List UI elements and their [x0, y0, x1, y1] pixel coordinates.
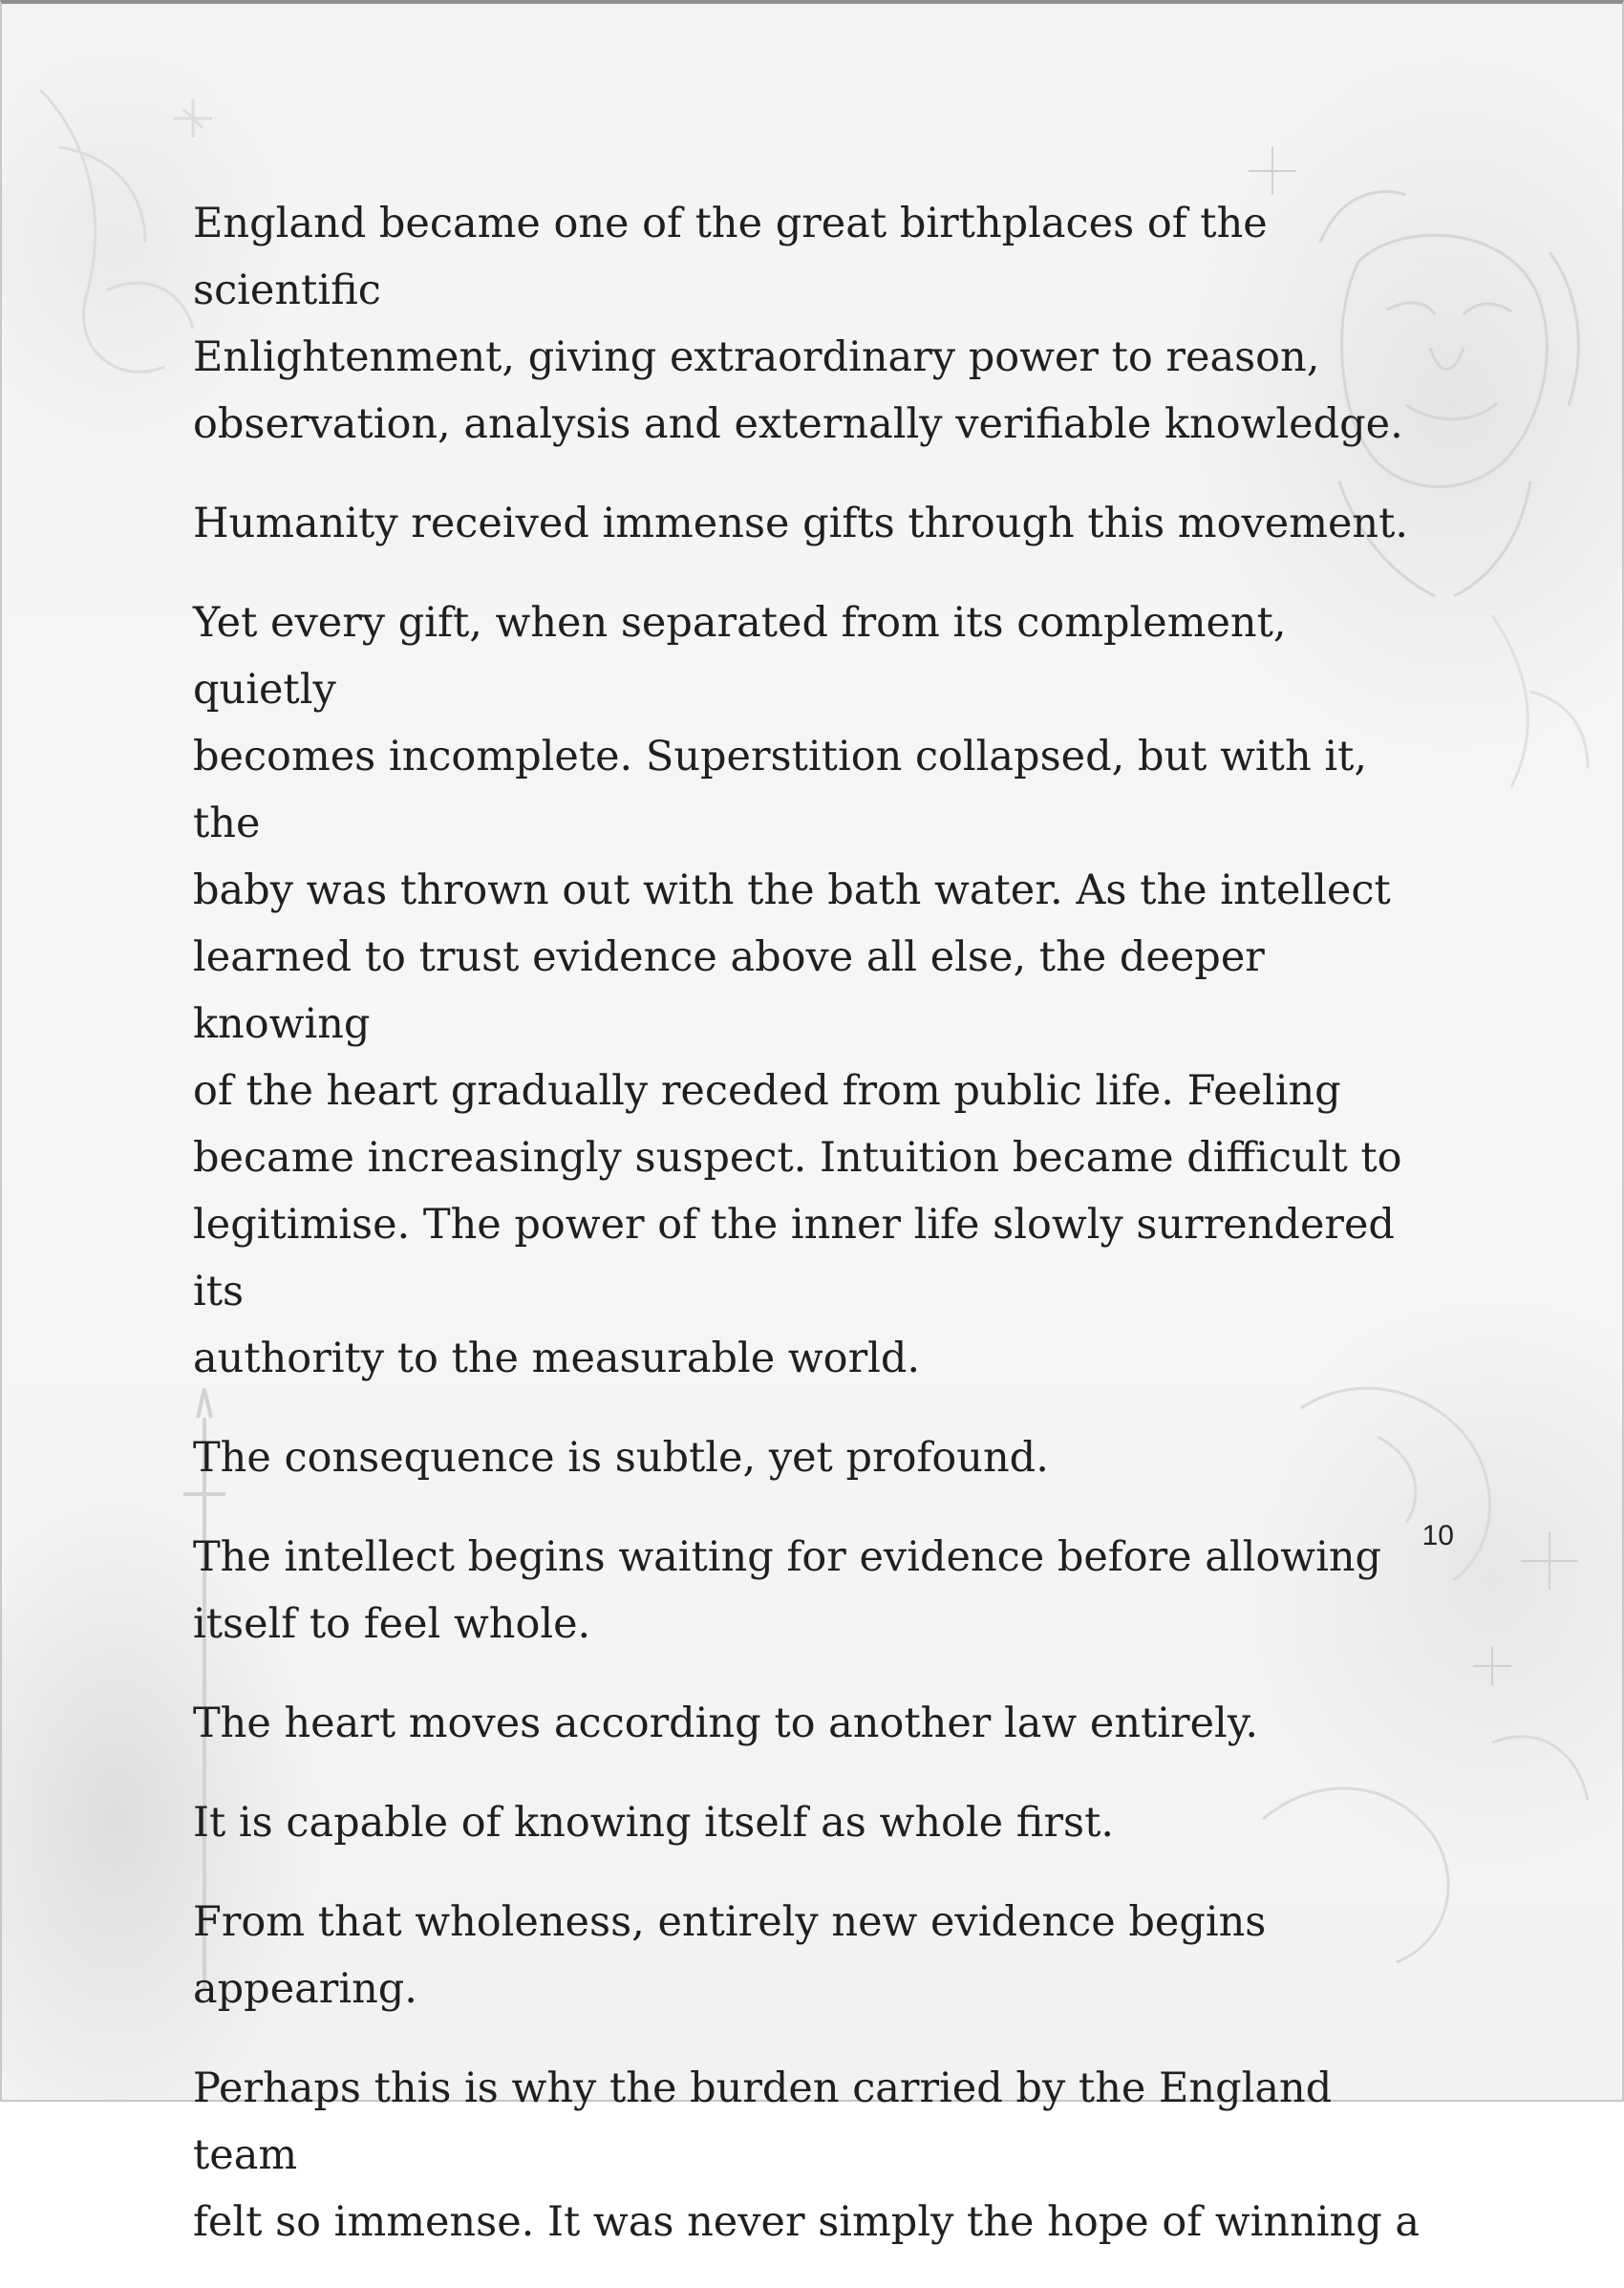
- floral-swirl-top-left-icon: [40, 90, 212, 372]
- paragraph: It is capable of knowing itself as whole first.: [193, 1799, 1115, 1847]
- page-number: 10: [1421, 1520, 1454, 1551]
- paragraph: Humanity received immense gifts through this movement.: [193, 500, 1409, 547]
- floral-swirl-right-icon: [1492, 615, 1588, 787]
- paragraph: Yet every gift, when separated from its complement, quietly becomes incomplete. Superstition collapsed, but with it, the baby was thrown out with the bath water. As the intellect learned to trust evidence above all else, the deeper knowing of the heart gradually receded from public life. Feeling became increasingly suspect. Intuition became difficult to legitimise. The power of the inner life slowly surrendered its authority to the measurable world.: [193, 599, 1402, 1382]
- paragraph: The heart moves according to another law entirely.: [193, 1700, 1259, 1747]
- paragraph: From that wholeness, entirely new evidence begins appearing.: [193, 1898, 1267, 2013]
- paragraph: The intellect begins waiting for evidence before allowing itself to feel whole.: [193, 1533, 1382, 1648]
- paragraph: Perhaps this is why the burden carried by the England team felt so immense. It was never simply the hope of winning a: [193, 2064, 1421, 2246]
- paragraph: The consequence is subtle, yet profound.: [193, 1434, 1049, 1482]
- body-text: [193, 190, 1435, 2288]
- paragraph: England became one of the great birthplaces of the scientific Enlightenment, giving extraordinary power to reason, observation, analysis and externally verifiable knowledge.: [193, 200, 1403, 448]
